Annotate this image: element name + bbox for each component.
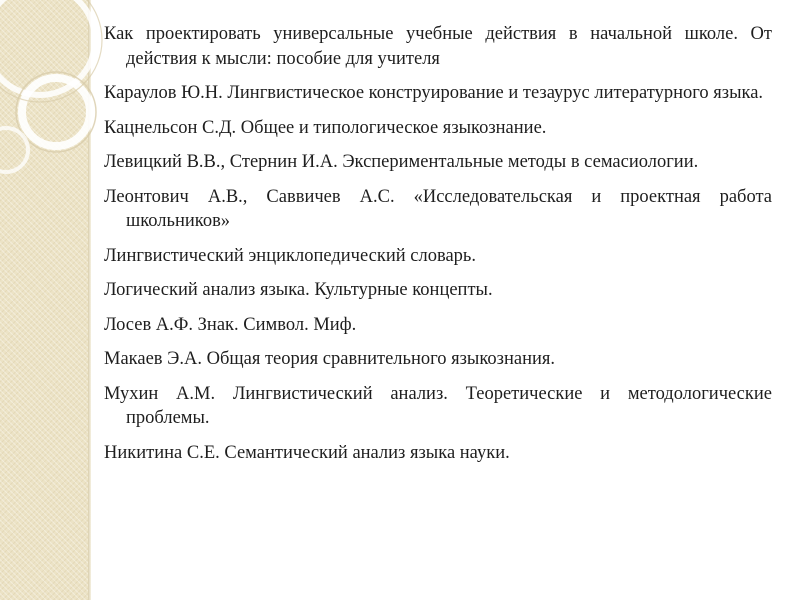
sidebar-edge bbox=[88, 0, 91, 600]
reference-item: Караулов Ю.Н. Лингвистическое конструирование и тезаурус литературного языка. bbox=[104, 83, 764, 103]
reference-item: Никитина С.Е. Семантический анализ языка науки. bbox=[104, 442, 510, 463]
reference-item: Левицкий В.В., Стернин И.А. Экспериментальные методы в семасиологии. bbox=[104, 152, 699, 172]
reference-item: Мухин А.М. Лингвистический анализ. Теоретические и методологические проблемы. bbox=[104, 383, 772, 428]
reference-item: Логический анализ языка. Культурные концепты. bbox=[104, 280, 493, 300]
reference-item: Макаев Э.А. Общая теория сравнительного языкознания. bbox=[104, 349, 556, 369]
reference-item: Кацнельсон С.Д. Общее и типологическое языкознание. bbox=[104, 117, 547, 138]
reference-item: Лингвистический энциклопедический словарь. bbox=[104, 245, 476, 266]
reference-item: Лосев А.Ф. Знак. Символ. Миф. bbox=[104, 314, 357, 335]
reference-item: Леонтович А.В., Саввичев А.С. «Исследовательская и проектная работа школьников» bbox=[104, 186, 772, 231]
reference-list bbox=[104, 22, 772, 475]
decorative-sidebar bbox=[0, 0, 88, 600]
reference-item: Как проектировать универсальные учебные действия в начальной школе. От действия к мысли: пособие для учителя bbox=[104, 24, 772, 69]
